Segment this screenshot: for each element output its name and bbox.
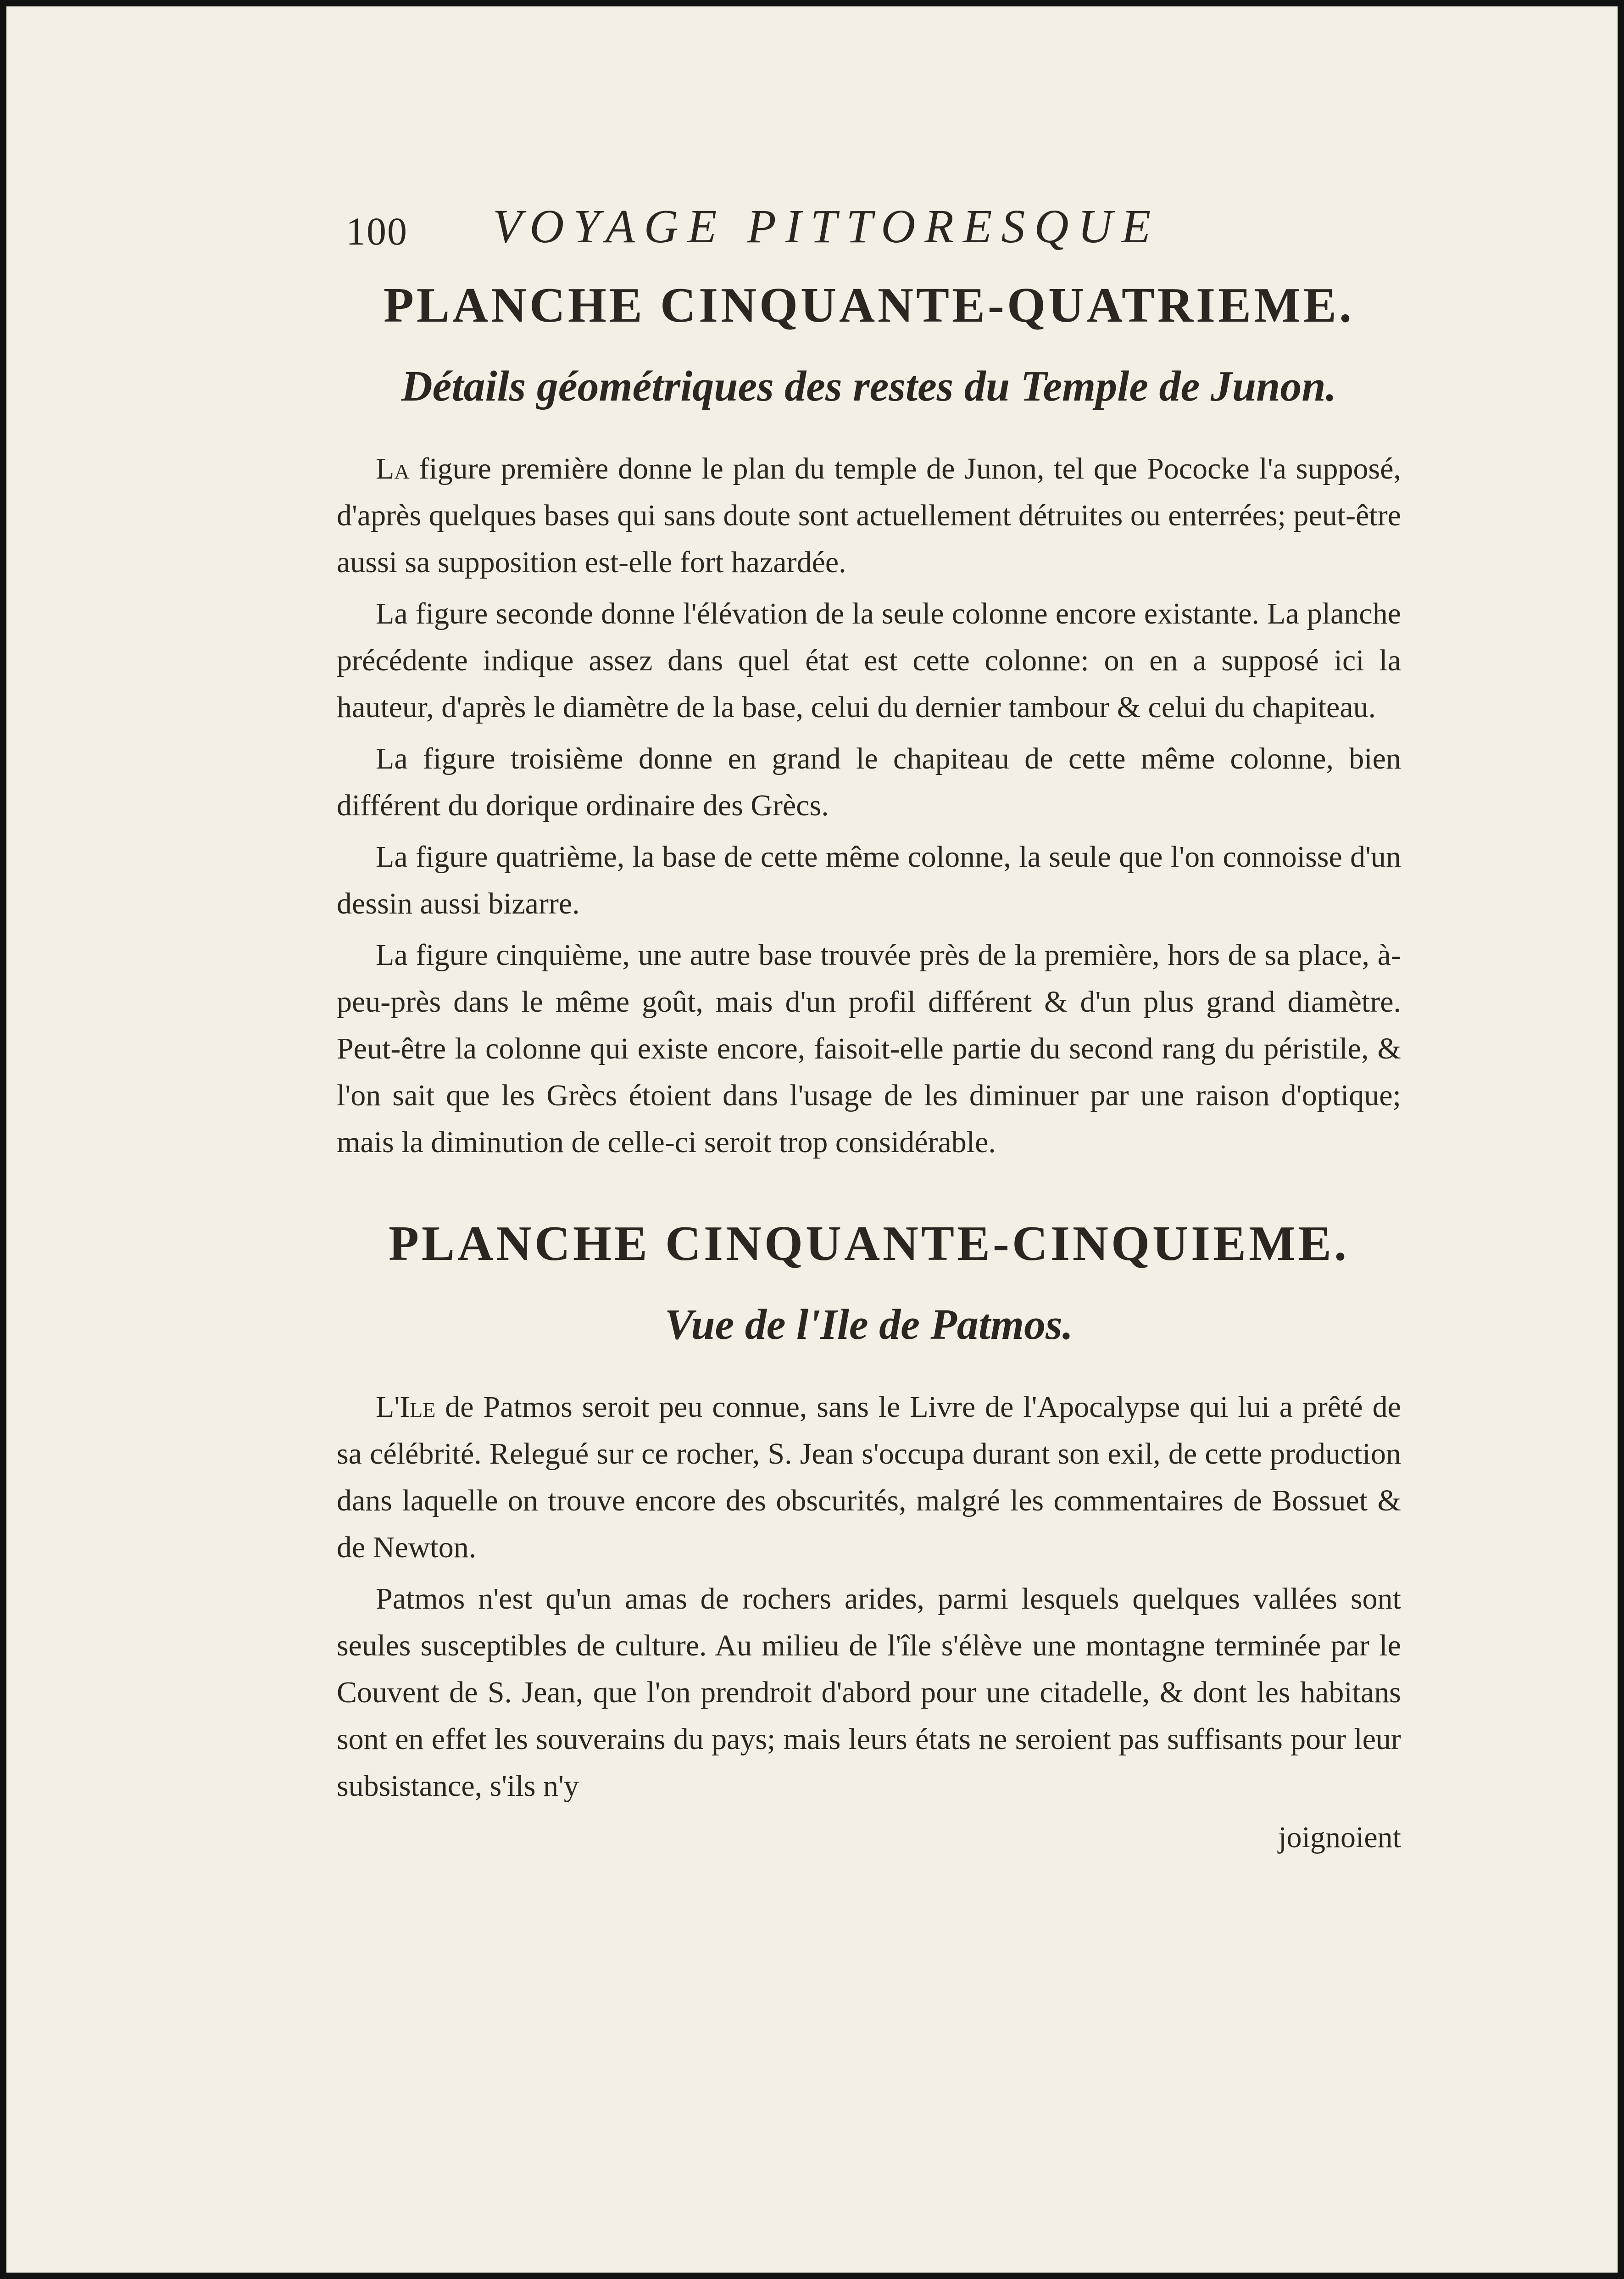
plate-55-title: PLANCHE CINQUANTE-CINQUIEME. bbox=[388, 1216, 1350, 1271]
paragraph-lead: L'Ile bbox=[376, 1390, 436, 1424]
paragraph bbox=[337, 736, 1401, 829]
paragraph-lead: La bbox=[376, 452, 410, 485]
paragraph-text: La figure seconde donne l'élévation de la seule colonne encore existante. La planche précédente indique assez dans quel état est cette colonne: on en a supposé ici la hauteur, d'après le diamètre de la base, celui du dernier tambour & celui du chapiteau. bbox=[337, 597, 1401, 724]
document-page bbox=[6, 6, 1618, 2273]
page-body bbox=[337, 277, 1401, 1861]
paragraph-text: La figure quatrième, la base de cette même colonne, la seule que l'on connoisse d'un dessin aussi bizarre. bbox=[337, 840, 1401, 920]
paragraph-text: Patmos n'est qu'un amas de rochers arides, parmi lesquels quelques vallées sont seules susceptibles de culture. Au milieu de l'île s'élève une montagne terminée par le Couvent de S. Jean, que l'on prendroit d'abord pour une citadelle, & dont les habitans sont en effet les souverains du pays; mais leurs états ne seroient pas suffisants pour leur subsistance, s'ils n'y bbox=[337, 1582, 1401, 1803]
plate-55-subtitle: Vue de l'Ile de Patmos. bbox=[664, 1301, 1073, 1348]
paragraph bbox=[337, 1384, 1401, 1571]
paragraph bbox=[337, 591, 1401, 731]
paragraph bbox=[337, 1576, 1401, 1810]
page-number: 100 bbox=[346, 209, 408, 253]
plate-54-section bbox=[337, 277, 1401, 1166]
paragraph-text: La figure troisième donne en grand le chapiteau de cette même colonne, bien différent du dorique ordinaire des Grècs. bbox=[337, 742, 1401, 822]
paragraph bbox=[337, 446, 1401, 586]
page-header bbox=[6, 199, 1618, 254]
plate-54-subtitle: Détails géométriques des restes du Temple de Junon. bbox=[401, 362, 1337, 410]
plate-55-section bbox=[337, 1215, 1401, 1861]
plate-54-title: PLANCHE CINQUANTE-QUATRIEME. bbox=[383, 278, 1355, 333]
paragraph bbox=[337, 834, 1401, 927]
running-title: VOYAGE PITTORESQUE bbox=[493, 200, 1160, 253]
paragraph-text: de Patmos seroit peu connue, sans le Livre de l'Apocalypse qui lui a prêté de sa célébrité. Relegué sur ce rocher, S. Jean s'occupa durant son exil, de cette production dans laquelle on trouve encore des obscurités, malgré les commentaires de Bossuet & de Newton. bbox=[337, 1390, 1401, 1564]
paragraph-text: figure première donne le plan du temple de Junon, tel que Pococke l'a supposé, d'après quelques bases qui sans doute sont actuellement détruites ou enterrées; peut-être aussi sa supposition est-elle fort hazardée. bbox=[337, 452, 1401, 579]
paragraph bbox=[337, 932, 1401, 1166]
catchword: joignoient bbox=[1278, 1821, 1401, 1854]
paragraph-text: La figure cinquième, une autre base trouvée près de la première, hors de sa place, à-peu-près dans le même goût, mais d'un profil différent & d'un plus grand diamètre. Peut-être la colonne qui existe encore, faisoit-elle partie du second rang du péristile, & l'on sait que les Grècs étoient dans l'usage de les diminuer par une raison d'optique; mais la diminution de celle-ci seroit trop considérable. bbox=[337, 938, 1401, 1159]
